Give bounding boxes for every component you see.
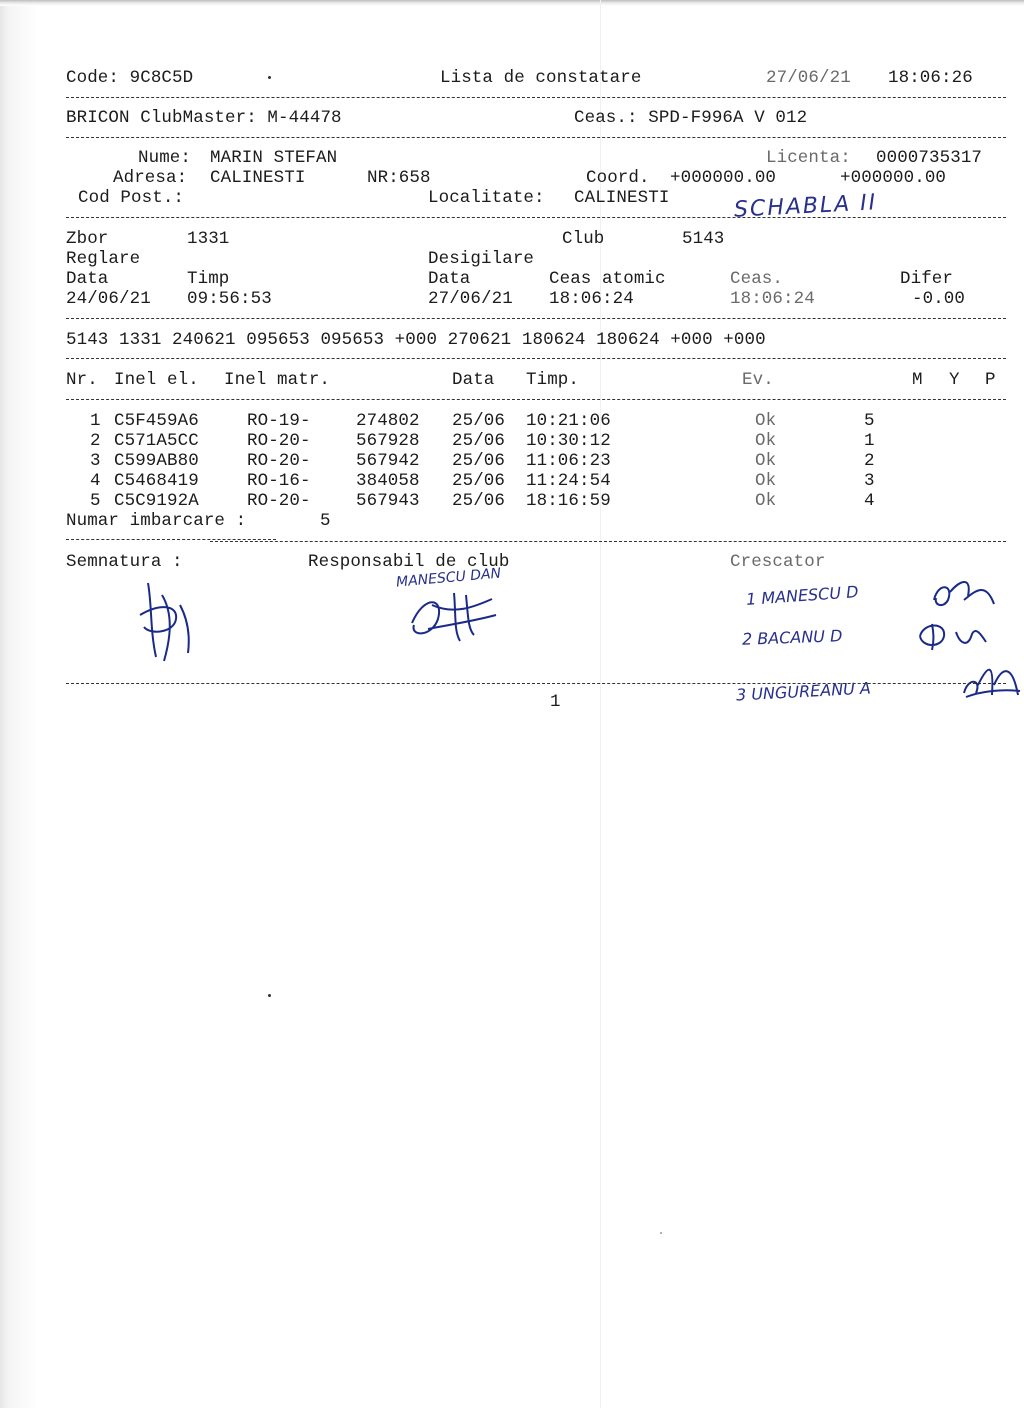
locality-value: CALINESTI <box>574 188 670 208</box>
open-date-label: Data <box>428 269 471 289</box>
set-date-label: Data <box>66 269 109 289</box>
row-chip: C5F459A6 <box>114 411 199 431</box>
postal-code-label: Cod Post.: <box>78 188 185 208</box>
col-header-time: Timp. <box>526 370 580 390</box>
row-date: 25/06 <box>452 451 506 471</box>
col-header-nr: Nr. <box>66 370 98 390</box>
row-ring-prefix: RO-20- <box>247 491 311 511</box>
row-ring-prefix: RO-19- <box>247 411 311 431</box>
row-chip: C599AB80 <box>114 451 199 471</box>
house-number: NR:658 <box>367 168 431 188</box>
speck <box>268 76 271 79</box>
row-ring-prefix: RO-20- <box>247 451 311 471</box>
row-ev: Ok <box>755 451 777 471</box>
row-m: 3 <box>864 471 875 491</box>
fancier-name: MARIN STEFAN <box>210 148 338 168</box>
row-ring-number: 567928 <box>356 431 420 451</box>
row-ring-prefix: RO-16- <box>247 471 311 491</box>
unsealing-label: Desigilare <box>428 249 535 269</box>
coord-label: Coord. <box>586 168 650 188</box>
row-date: 25/06 <box>452 411 506 431</box>
divider <box>66 137 1006 138</box>
row-ev: Ok <box>755 431 777 451</box>
row-ring-number: 567942 <box>356 451 420 471</box>
breeder-1: 1 MANESCU D <box>745 582 860 609</box>
divider <box>66 97 1006 98</box>
club-responsible-name: MANESCU DAN <box>395 565 502 591</box>
row-ring-number: 567943 <box>356 491 420 511</box>
row-time: 18:16:59 <box>526 491 611 511</box>
row-date: 25/06 <box>452 431 506 451</box>
signature-label: Semnatura : <box>66 552 183 572</box>
flight-number: 1331 <box>187 229 230 249</box>
address-value: CALINESTI <box>210 168 306 188</box>
clock-time: 18:06:24 <box>730 289 815 309</box>
row-ring-number: 274802 <box>356 411 420 431</box>
col-header-chip: Inel el. <box>114 370 199 390</box>
speck <box>268 994 271 997</box>
address-label: Adresa: <box>113 168 188 188</box>
document-title: Lista de constatare <box>440 68 642 88</box>
clock-id: Ceas.: SPD-F996A V 012 <box>574 108 808 128</box>
club-responsible-signature <box>404 585 504 645</box>
row-time: 11:06:23 <box>526 451 611 471</box>
row-ring-number: 384058 <box>356 471 420 491</box>
breeder-3: 3 UNGUREANU A <box>735 678 872 705</box>
difference-label: Difer <box>900 269 954 289</box>
row-nr: 4 <box>90 471 101 491</box>
clock-difference: -0.00 <box>912 289 966 309</box>
print-date: 27/06/21 <box>766 68 851 88</box>
divider <box>66 318 1006 319</box>
breeder-label: Crescator <box>730 552 826 572</box>
row-m: 4 <box>864 491 875 511</box>
code-line: 5143 1331 240621 095653 095653 +000 270621 180624 180624 +000 +000 <box>66 330 766 350</box>
license-number: 0000735317 <box>876 148 983 168</box>
club-number: 5143 <box>682 229 725 249</box>
club-label: Club <box>562 229 605 249</box>
name-label: Nume: <box>138 148 192 168</box>
boarding-label: Numar imbarcare : <box>66 511 247 531</box>
row-nr: 3 <box>90 451 101 471</box>
set-date: 24/06/21 <box>66 289 151 309</box>
row-ev: Ok <box>755 411 777 431</box>
col-header-m: M <box>912 370 923 390</box>
row-time: 10:30:12 <box>526 431 611 451</box>
clubmaster-id: BRICON ClubMaster: M-44478 <box>66 108 342 128</box>
set-time-label: Timp <box>187 269 230 289</box>
row-m: 5 <box>864 411 875 431</box>
setting-label: Reglare <box>66 249 141 269</box>
row-chip: C5468419 <box>114 471 199 491</box>
breeder-2: 2 BACANU D <box>741 626 843 649</box>
row-time: 11:24:54 <box>526 471 611 491</box>
print-time: 18:06:26 <box>888 68 973 88</box>
clock-label: Ceas. <box>730 269 784 289</box>
row-ring-prefix: RO-20- <box>247 431 311 451</box>
row-nr: 5 <box>90 491 101 511</box>
page-number: 1 <box>550 692 561 712</box>
coord-y: +000000.00 <box>840 168 947 188</box>
breeder-1-signature <box>928 570 998 612</box>
col-header-ring: Inel matr. <box>224 370 331 390</box>
col-header-date: Data <box>452 370 495 390</box>
signature-scribble <box>130 575 210 665</box>
row-time: 10:21:06 <box>526 411 611 431</box>
row-nr: 2 <box>90 431 101 451</box>
row-ev: Ok <box>755 471 777 491</box>
row-m: 2 <box>864 451 875 471</box>
set-time: 09:56:53 <box>187 289 272 309</box>
coord-x: +000000.00 <box>670 168 777 188</box>
row-chip: C571A5CC <box>114 431 199 451</box>
col-header-y: Y <box>949 370 960 390</box>
speck <box>660 1232 662 1234</box>
atomic-time: 18:06:24 <box>549 289 634 309</box>
col-header-ev: Ev. <box>742 370 774 390</box>
divider <box>66 683 1006 684</box>
row-ev: Ok <box>755 491 777 511</box>
code-label: Code: 9C8C5D <box>66 68 194 88</box>
boarding-count: 5 <box>320 511 331 531</box>
handwritten-stamp-note: SCHABLA II <box>733 190 878 223</box>
license-label: Licenta: <box>766 148 851 168</box>
divider <box>66 399 1006 400</box>
breeder-2-signature <box>916 618 988 652</box>
col-header-p: P <box>985 370 996 390</box>
scan-edge-top <box>0 0 1024 6</box>
scan-edge <box>0 0 38 1408</box>
locality-label: Localitate: <box>428 188 545 208</box>
open-date: 27/06/21 <box>428 289 513 309</box>
club-responsible-label: Responsabil de club <box>308 552 510 572</box>
row-nr: 1 <box>90 411 101 431</box>
divider <box>66 217 1006 218</box>
divider <box>210 541 1006 542</box>
row-date: 25/06 <box>452 471 506 491</box>
atomic-clock-label: Ceas atomic <box>549 269 666 289</box>
breeder-3-signature <box>958 655 1022 703</box>
divider <box>66 358 1006 359</box>
divider <box>66 539 276 540</box>
row-chip: C5C9192A <box>114 491 199 511</box>
row-m: 1 <box>864 431 875 451</box>
paper-fold <box>600 0 601 1408</box>
flight-label: Zbor <box>66 229 109 249</box>
row-date: 25/06 <box>452 491 506 511</box>
